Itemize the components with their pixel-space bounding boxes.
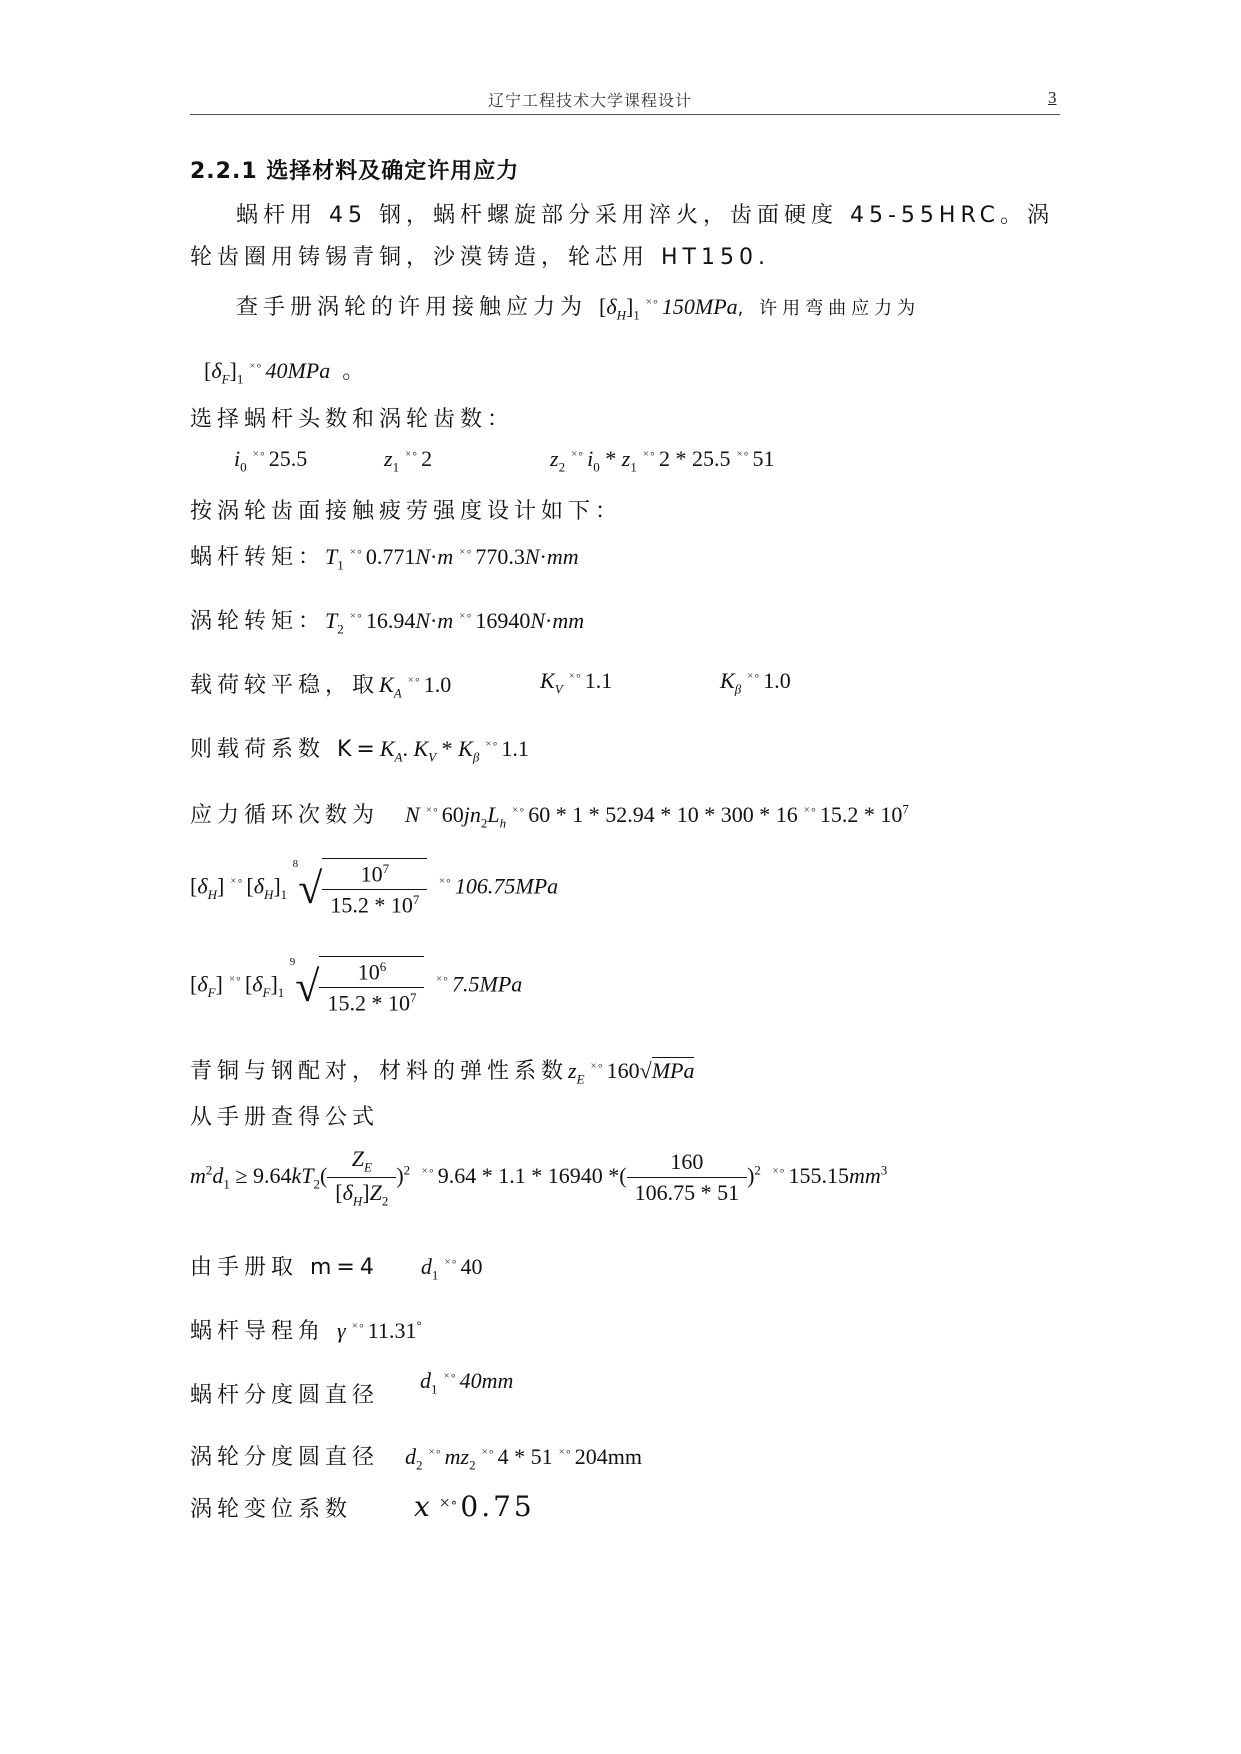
load-coef-line: 则载荷系数 $K=K_A$. $K_V * K_\beta^{\times\circ}$ 1.1 <box>190 736 529 765</box>
bend-stress-life-eq: $[\delta_F]$ ×∘ $[\delta_F]_1$ $^9$√ $\frac{10^6}{15.2 * 10^7}$ ×∘ 7.5MPa <box>190 956 523 1016</box>
allowable-suffix: , 许用弯曲应力为 <box>737 298 921 319</box>
module-line: 由手册取 m=4 $d_1^{\times\circ}$ 40 <box>190 1254 483 1283</box>
lead-angle-line: 蜗杆导程角 γ ×∘ 11.31° <box>190 1317 422 1344</box>
section-title: 2.2.1 选择材料及确定许用应力 <box>190 159 520 184</box>
para-material-2: 轮齿圈用铸锡青铜，沙漠铸造，轮芯用 HT150. <box>190 245 770 270</box>
contact-stress-eq: $[\delta_H]_1^{\times\circ}$ 150MPa <box>599 294 738 323</box>
design-by-label: 按涡轮齿面接触疲劳强度设计如下： <box>190 499 623 524</box>
elastic-coef-line: 青铜与钢配对，材料的弹性系数$z_E^{\times\circ}$ 160√MPa <box>190 1058 695 1087</box>
d1-eq: $d_1^{\times\circ}$ 40mm <box>420 1368 514 1397</box>
wheel-torque-line: 涡轮转矩：$T_2^{\times\circ}$ 16.94N·m ×∘ 16940N·mm <box>190 608 585 637</box>
header-title: 辽宁工程技术大学课程设计 <box>487 91 692 110</box>
worm-pitch-line: 蜗杆分度圆直径 <box>190 1383 380 1408</box>
page-number: 3 <box>1048 88 1057 107</box>
para-material-1: 蜗杆用 45 钢，蜗杆螺旋部分采用淬火，齿面硬度 45-55HRC。涡 <box>236 203 1054 228</box>
load-factors-line: 载荷较平稳，取$K_A^{\times\circ}$ 1.0 <box>190 672 452 701</box>
z2-eq: $z_2^{\times\circ}$ $i_0 * z_1^{\times\circ}$ 2 * 25.5 ×∘ 51 <box>550 446 775 475</box>
z1-eq: $z_1^{\times\circ}$ 2 <box>384 446 433 475</box>
kv-eq: $K_V^{\times\circ}$ 1.1 <box>540 668 613 697</box>
header-rule <box>190 114 1060 115</box>
cycles-line: 应力循环次数为 N ×∘ $60jn_2L_h^{\times\circ}$ 60 * 1 * 52.94 * 10 * 300 * 16 ×∘ $15.2 * 10^7$ <box>190 801 909 831</box>
worm-torque-line: 蜗杆转矩：$T_1^{\times\circ}$ 0.771N·m ×∘ 770.3N·mm <box>190 544 579 573</box>
contact-stress-life-eq: $[\delta_H]$ ×∘ $[\delta_H]_1$ $^8$√ $\frac{10^7}{15.2 * 10^7}$ ×∘ 106.75MPa <box>190 858 559 918</box>
design-formula: $m^2d_1 \ge 9.64kT_2$( $\frac{Z_E}{[\delta_H]Z_2}$ )$^2$ ×∘ 9.64 * 1.1 * 16940 *( $\frac{160}{106.75 * 51}$ )$^2$ ×∘ $155.15mm^3$ <box>190 1146 888 1209</box>
shift-coef-line: 涡轮变位系数 x ×∘ 0.75 <box>190 1490 535 1523</box>
i0-eq: $i_0^{\times\circ}$ 25.5 <box>234 446 308 475</box>
kb-eq: $K_\beta^{\times\circ}$ 1.0 <box>720 668 791 697</box>
select-heads-label: 选择蜗杆头数和涡轮齿数： <box>190 407 515 432</box>
bend-stress-line: $[\delta_F]_1^{\times\circ}$ 40MPa 。 <box>204 358 370 387</box>
wheel-pitch-line: 涡轮分度圆直径 $d_2^{\times\circ}$ $mz_2^{\times\circ}$ 4 * 51 ×∘ 204mm <box>190 1444 642 1473</box>
allowable-prefix: 查手册涡轮的许用接触应力为 <box>236 295 588 320</box>
para-allowable <box>236 290 920 323</box>
formula-label: 从手册查得公式 <box>190 1105 380 1130</box>
